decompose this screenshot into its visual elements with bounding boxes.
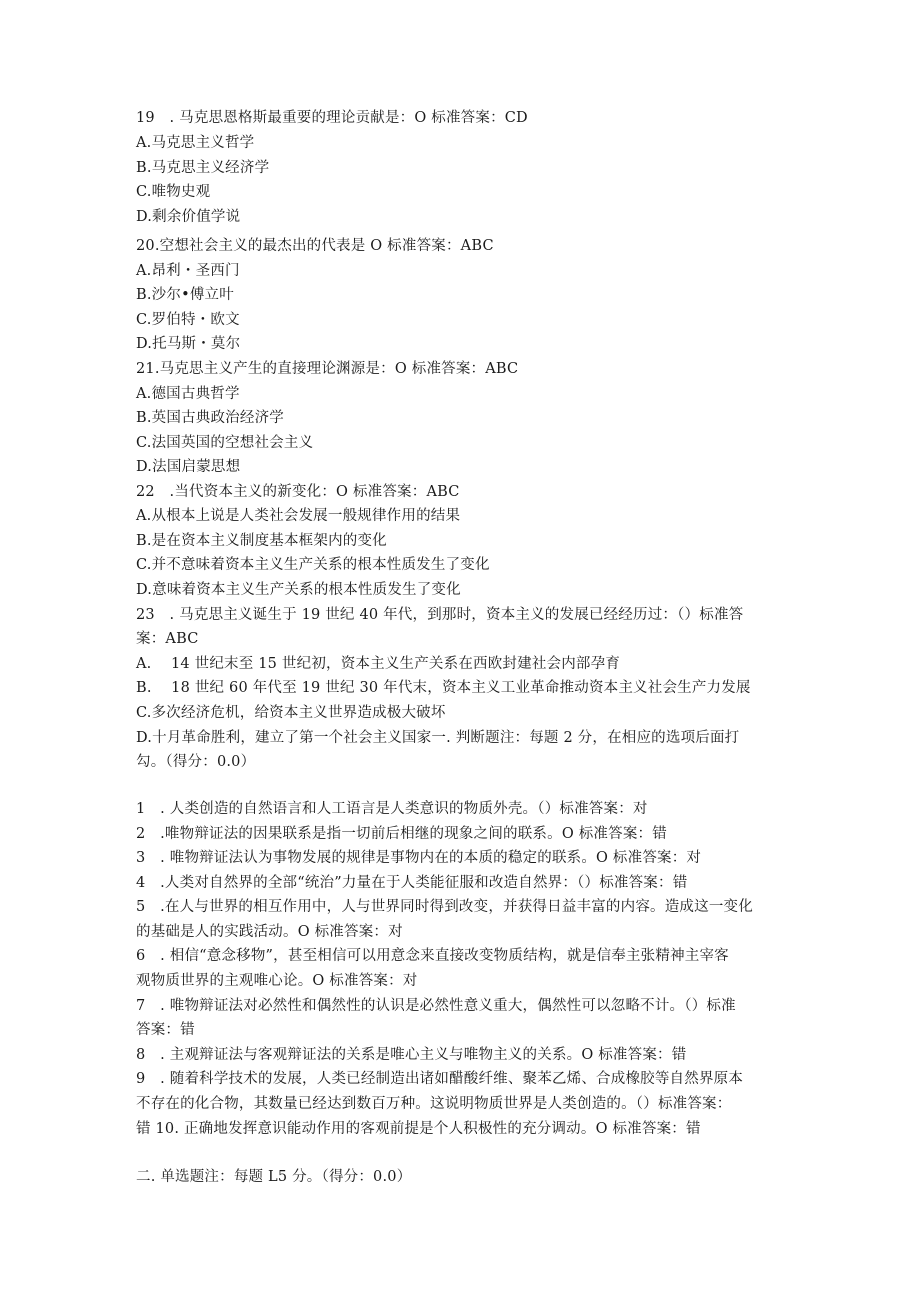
tf-item-1: 1 . 人类创造的自然语言和人工语言是人类意识的物质外壳。（）标准答案：对 (136, 801, 648, 817)
tf-item-6-line1: 6 . 相信“意念移物”，甚至相信可以用意念来直接改变物质结构，就是信奉主张精神主宰客 (136, 948, 729, 964)
q23-option-d-line1: D.十月革命胜利，建立了第一个社会主义国家一. 判断题注：每题 2 分，在相应的选项后面打 (136, 730, 740, 746)
q21-option-b: B.英国古典政治经济学 (136, 410, 284, 426)
q23-option-b: B. 18 世纪 60 年代至 19 世纪 30 年代末，资本主义工业革命推动资本主义社会生产力发展 (136, 680, 751, 696)
tf-item-9-line2: 不存在的化合物，其数量已经达到数百万种。这说明物质世界是人类创造的。（）标准答案： (136, 1096, 732, 1112)
tf-item-4: 4 .人类对自然界的全部“统治”力量在于人类能征服和改造自然界：（）标准答案：错 (136, 875, 688, 891)
q20-question: 20.空想社会主义的最杰出的代表是 O 标准答案：ABC (136, 238, 494, 254)
tf-item-6-line2: 观物质世界的主观唯心论。O 标准答案：对 (136, 973, 418, 989)
tf-item-7-line1: 7 . 唯物辩证法对必然性和偶然性的认识是必然性意义重大，偶然性可以忽略不计。（）标准 (136, 998, 736, 1014)
q22-option-d: D.意味着资本主义生产关系的根本性质发生了变化 (136, 582, 461, 598)
q21-option-c: C.法国英国的空想社会主义 (136, 435, 314, 451)
q20-option-b: B.沙尔•傅立叶 (136, 287, 234, 303)
q23-question-line1: 23 . 马克思主义诞生于 19 世纪 40 年代，到那时，资本主义的发展已经经历过：（）标准答 (136, 607, 744, 623)
q21-option-a: A.德国古典哲学 (136, 386, 240, 402)
tf-item-5-line2: 的基础是人的实践活动。O 标准答案：对 (136, 924, 403, 940)
tf-item-9-10-line3: 错 10. 正确地发挥意识能动作用的客观前提是个人积极性的充分调动。O 标准答案：错 (136, 1121, 701, 1137)
tf-item-7-line2: 答案：错 (136, 1022, 195, 1038)
q23-option-d-line2: 勾。（得分：0.0） (136, 754, 256, 770)
q21-question: 21.马克思主义产生的直接理论渊源是：O 标准答案：ABC (136, 361, 519, 377)
q22-option-c: C.并不意味着资本主义生产关系的根本性质发生了变化 (136, 557, 490, 573)
q19-option-b: B.马克思主义经济学 (136, 160, 270, 176)
tf-item-5-line1: 5 .在人与世界的相互作用中，人与世界同时得到改变，并获得日益丰富的内容。造成这一变化 (136, 899, 753, 915)
q22-option-b: B.是在资本主义制度基本框架内的变化 (136, 533, 387, 549)
section-heading-single-choice: 二. 单选题注：每题 L5 分。（得分：0.0） (136, 1169, 412, 1185)
q19-option-a: A.马克思主义哲学 (136, 135, 255, 151)
tf-item-9-line1: 9 . 随着科学技术的发展，人类已经制造出诸如醋酸纤维、聚苯乙烯、合成橡胶等自然界原本 (136, 1071, 744, 1087)
tf-item-8: 8 . 主观辩证法与客观辩证法的关系是唯心主义与唯物主义的关系。O 标准答案：错 (136, 1047, 687, 1063)
q22-option-a: A.从根本上说是人类社会发展一般规律作用的结果 (136, 508, 461, 524)
tf-item-3: 3 . 唯物辩证法认为事物发展的规律是事物内在的本质的稳定的联系。O 标准答案：对 (136, 850, 702, 866)
q19-question: 19 . 马克思恩格斯最重要的理论贡献是：O 标准答案：CD (136, 110, 528, 126)
q20-option-c: C.罗伯特・欧文 (136, 312, 240, 328)
q22-question: 22 .当代资本主义的新变化：O 标准答案：ABC (136, 484, 460, 500)
q20-option-a: A.昂利・圣西门 (136, 263, 240, 279)
q19-option-d: D.剩余价值学说 (136, 209, 241, 225)
q23-option-a: A. 14 世纪末至 15 世纪初，资本主义生产关系在西欧封建社会内部孕育 (136, 656, 621, 672)
q20-option-d: D.托马斯・莫尔 (136, 336, 241, 352)
tf-item-2: 2 .唯物辩证法的因果联系是指一切前后相继的现象之间的联系。O 标准答案：错 (136, 826, 667, 842)
q23-question-line2: 案：ABC (136, 631, 199, 647)
q23-option-c: C.多次经济危机，给资本主义世界造成极大破坏 (136, 705, 446, 721)
q21-option-d: D.法国启蒙思想 (136, 459, 241, 475)
q19-option-c: C.唯物史观 (136, 184, 211, 200)
